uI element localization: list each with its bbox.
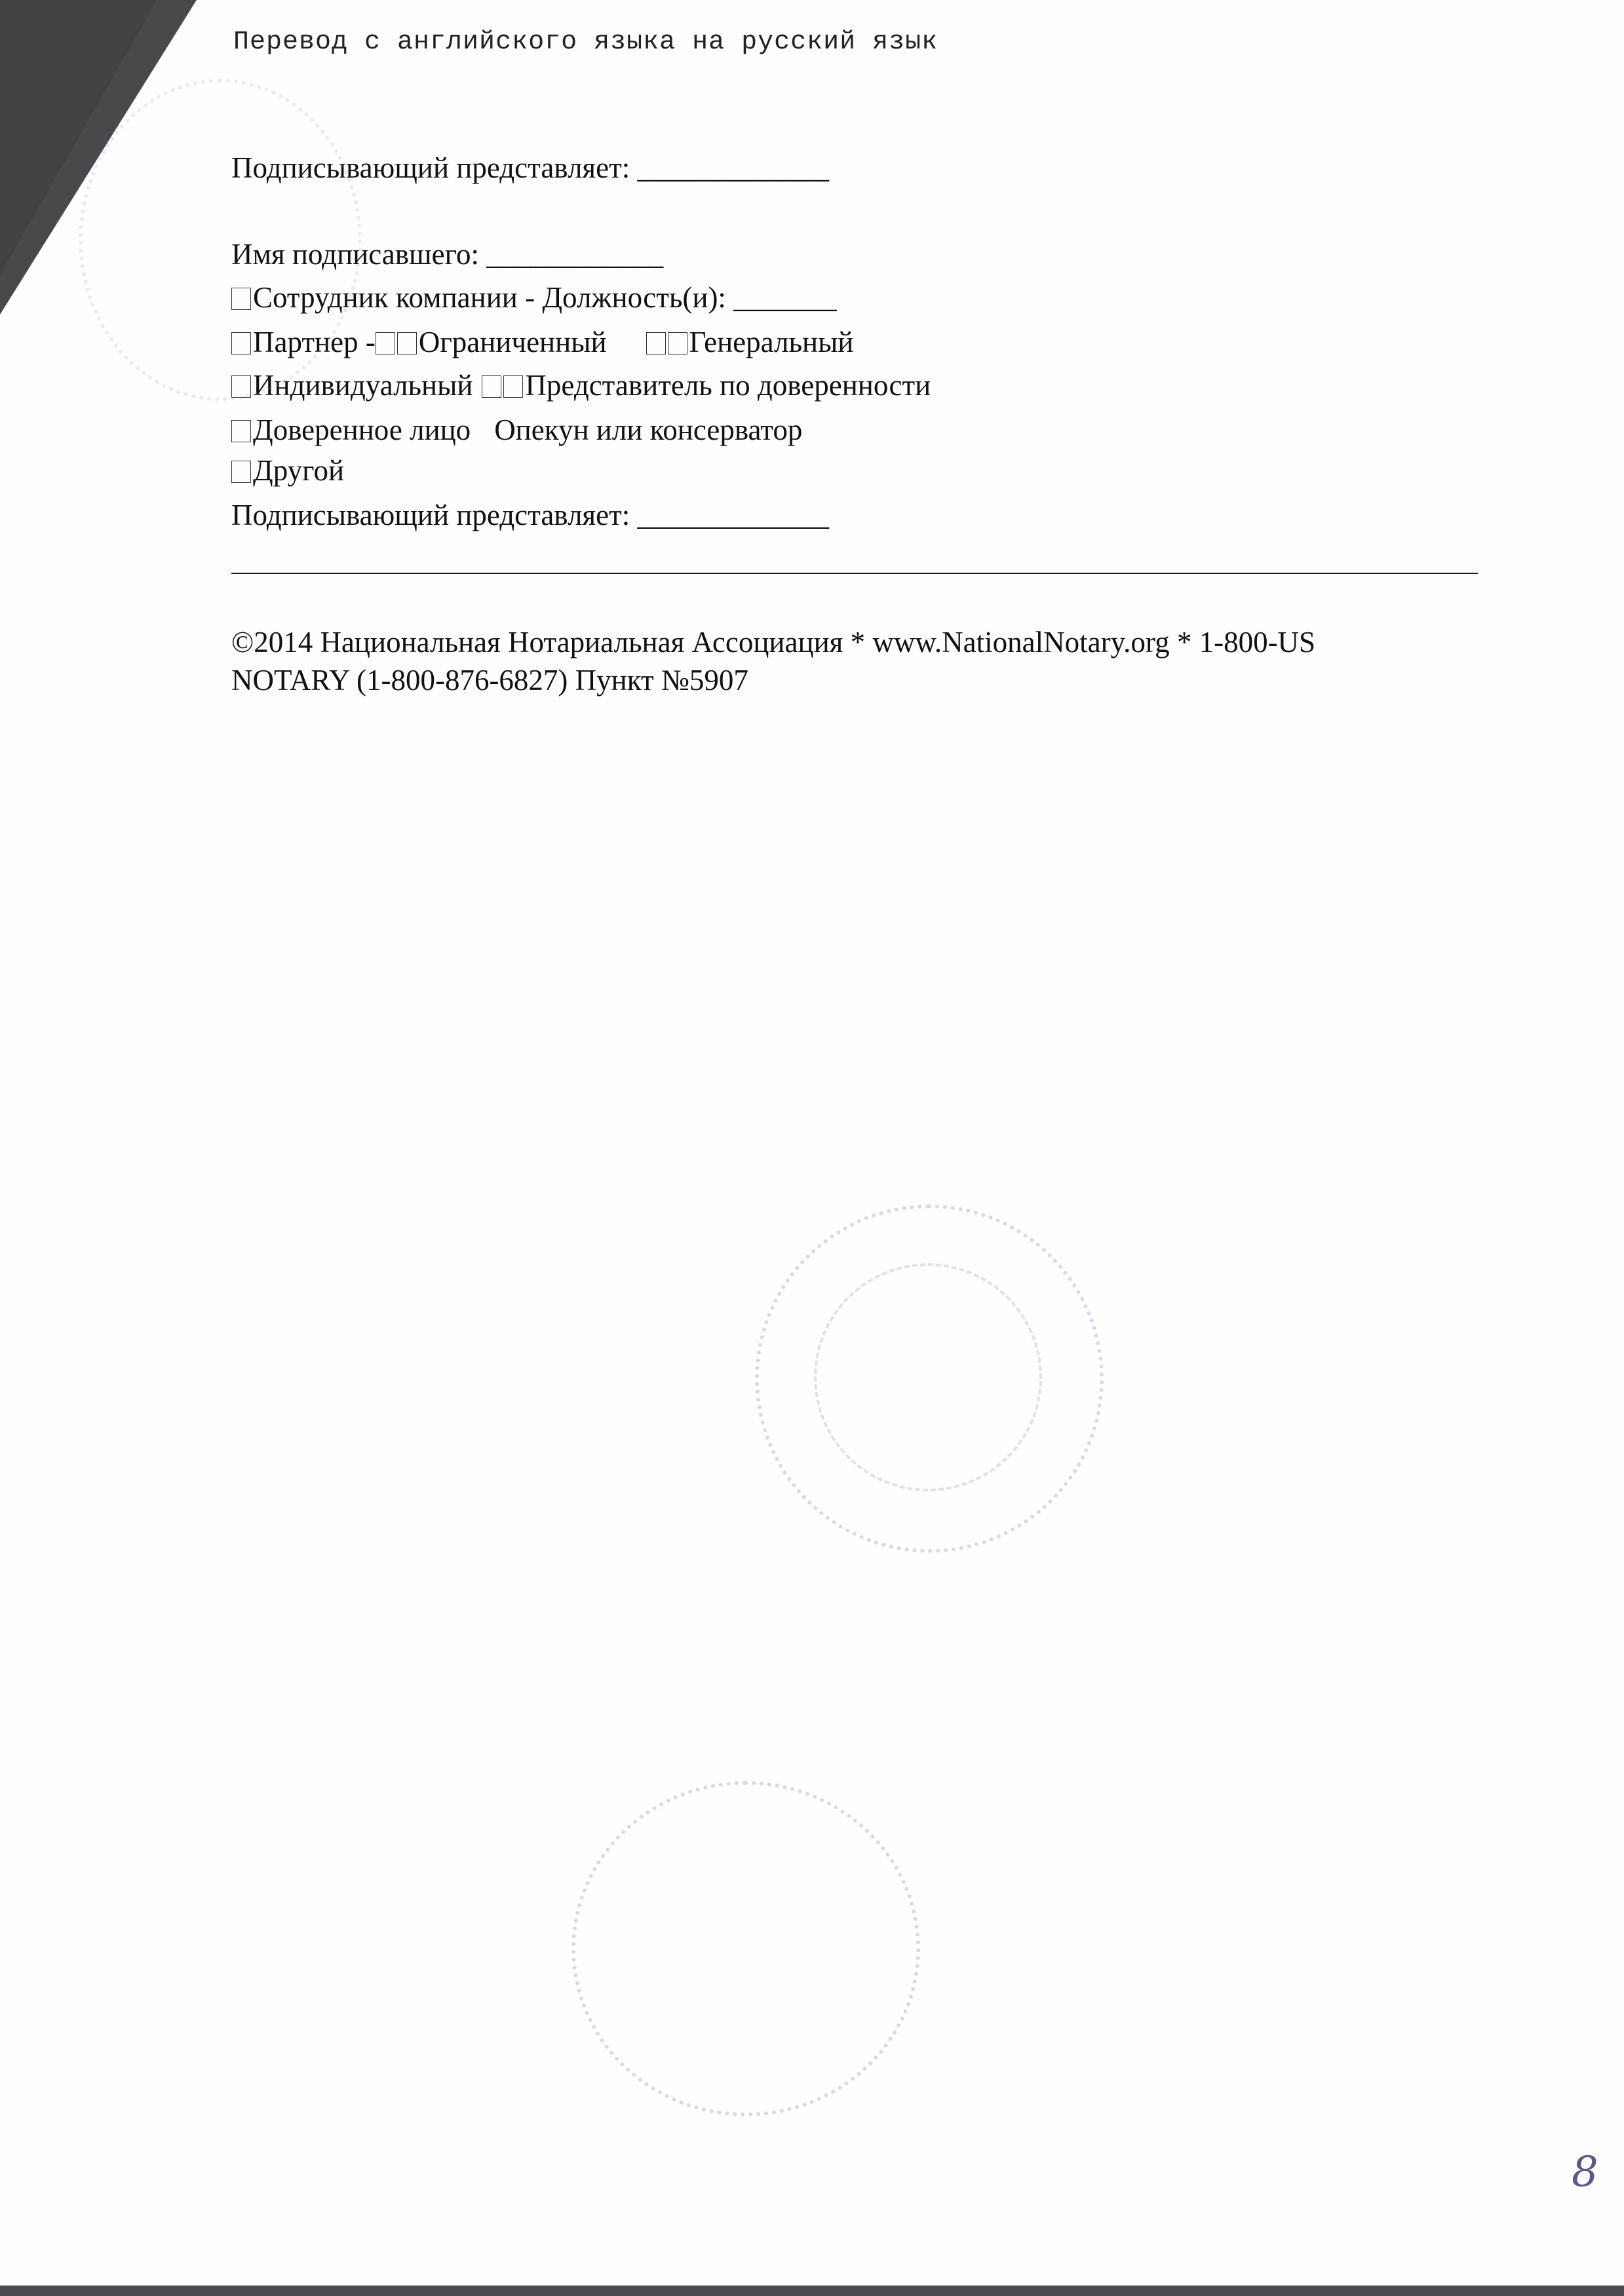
faint-seal-stamp: [79, 79, 362, 401]
signer-represents-line-1: Подписывающий представляет: _____________: [231, 151, 829, 184]
checkbox: [503, 375, 523, 398]
individual-option: [231, 371, 931, 400]
scan-bottom-edge: [0, 2286, 1624, 2296]
trustee-label: Доверенное лицо: [253, 413, 471, 446]
attorney-in-fact-label: Представитель по доверенности: [525, 369, 931, 402]
partner-limited-label: Ограниченный: [418, 326, 607, 358]
corporate-officer-label: Сотрудник компании - Должность(и): _______: [253, 281, 837, 314]
faint-seal-stamp: [571, 1781, 920, 2116]
checkbox: [376, 332, 395, 354]
other-option: [231, 456, 344, 486]
signer-name-line: Имя подписавшего: ____________: [231, 238, 664, 271]
checkbox: [397, 332, 417, 354]
checkbox: [646, 332, 666, 354]
individual-label: Индивидуальный: [253, 369, 473, 402]
translation-note: Перевод с английского языка на русский язык: [233, 28, 938, 57]
faint-seal-stamp-inner: [814, 1263, 1042, 1491]
checkbox: [668, 332, 687, 354]
checkbox: [231, 420, 251, 442]
checkbox: [231, 461, 251, 483]
footer-copyright-line-2: NOTARY (1-800-876-6827) Пункт №5907: [231, 664, 748, 697]
footer-copyright-line-1: ©2014 Национальная Нотариальная Ассоциация * www.NationalNotary.org * 1-800-US: [231, 626, 1316, 659]
trustee-option: [231, 415, 802, 445]
page-number: 8: [1572, 2148, 1598, 2196]
other-label: Другой: [253, 454, 345, 487]
signer-represents-line-2: Подписывающий представляет: _____________: [231, 499, 829, 531]
partner-general-label: Генеральный: [689, 326, 854, 358]
partner-label: Партнер -: [253, 326, 376, 358]
divider-line: [231, 573, 1478, 574]
checkbox: [482, 375, 501, 398]
guardian-label: Опекун или консерватор: [494, 413, 803, 446]
